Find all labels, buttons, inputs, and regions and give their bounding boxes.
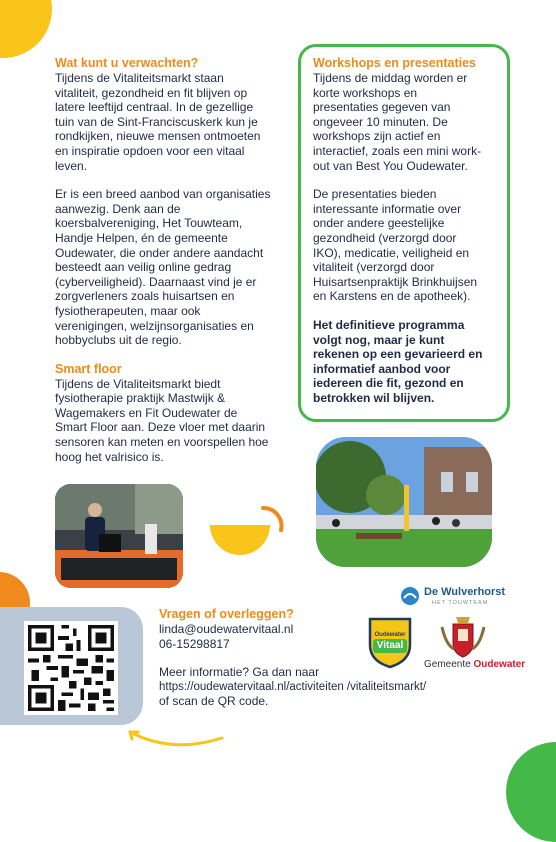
gemeente-oudewater-logo: [424, 615, 526, 679]
market-garden-photo: [316, 437, 492, 567]
workshops-paragraph-1: Tijdens de middag worden er korte workshops en presentaties gegeven van ongeveer 10 minuten. De workshops zijn actief en interactief, zoals een mini work- out van Best You Oudewater.: [313, 71, 482, 173]
decor-green-circle: [506, 742, 556, 842]
smart-floor-paragraph: Tijdens de Vitaliteitsmarkt biedt fysiotherapie praktijk Mastwijk & Wagemakers en Fit Oudewater de Smart Floor aan. Deze vloer met daarin sensoren kan meten en voorspellen hoe hoog het valrisico is.: [55, 376, 269, 464]
decor-yellow-circle: [0, 0, 52, 58]
coat-of-arms-icon: [438, 615, 488, 659]
section-title-expect: Wat kunt u verwachten?: [55, 56, 199, 70]
expect-paragraph-1: Tijdens de Vitaliteitsmarkt staan vitaliteit, gezondheid en fit blijven op latere leeftijd centraal. In de gezellige tuin van de Sint-Franciscuskerk kun je rondkijken, nieuwe mensen ontmoeten en inspiratie opdoen voor een vitaal leven.: [55, 71, 261, 173]
wulverhorst-name: De Wulverhorst: [424, 586, 506, 598]
vitaal-top-text: Oudewater: [374, 632, 406, 638]
curved-arrow-icon: [124, 726, 228, 752]
contact-email[interactable]: linda@oudewatervitaal.nl: [159, 622, 294, 636]
left-column: [55, 56, 295, 464]
wulverhorst-sub: HET TOUWTEAM: [432, 600, 489, 606]
more-info-text: Meer informatie? Ga dan naar: [159, 665, 320, 680]
more-info-url[interactable]: https://oudewatervitaal.nl/activiteiten /vitaliteitsmarkt/: [159, 680, 427, 693]
workshops-title: Workshops en presentaties: [313, 56, 477, 70]
smart-floor-photo: [55, 484, 183, 588]
section-title-smart-floor: Smart floor: [55, 361, 122, 376]
qr-code-icon[interactable]: [24, 621, 118, 715]
workshops-paragraph-3: Het definitieve programma volgt nog, maar je kunt rekenen op een gevarieerd en informatief aanbod voor iedereen die fit, gezond en betrokken wil blijven.: [313, 317, 483, 405]
wulverhorst-logo: [400, 584, 510, 610]
contact-block: [159, 607, 459, 709]
vitaal-main-text: Vitaal: [376, 640, 404, 651]
wulverhorst-emblem-icon: [400, 586, 420, 606]
oudewater-vitaal-logo: [367, 615, 413, 669]
scan-qr-text: of scan de QR code.: [159, 694, 269, 709]
workshops-paragraph-2: De presentaties bieden interessante informatie over onder andere geestelijke gezondheid (verzorgd door IKO), medicatie, veiligheid en vitaliteit (verzorgd door Huisartsenpraktijk Brinkhuijsen en Karstens en de apotheek).: [313, 187, 478, 304]
contact-title: Vragen of overleggen?: [159, 607, 294, 621]
workshops-content: [313, 56, 508, 405]
expect-paragraph-2: Er is een breed aanbod van organisaties aanwezig. Denk aan de koersbalvereniging, Het Touwteam, Handje Helpen, én de gemeente Oudewater, die onder andere aandacht besteedt aan veilig online gedrag (cyberveiligheid). Daarnaast vind je er zorgverleners zoals huisartsen en fysiotherapeuten, maar ook verenigingen, welzijnsorganisaties en hobbyclubs uit de regio.: [55, 187, 271, 348]
decor-half-circle-arc: [205, 500, 290, 562]
gemeente-text: Gemeente Oudewater: [424, 659, 526, 670]
contact-phone[interactable]: 06-15298817: [159, 636, 230, 651]
